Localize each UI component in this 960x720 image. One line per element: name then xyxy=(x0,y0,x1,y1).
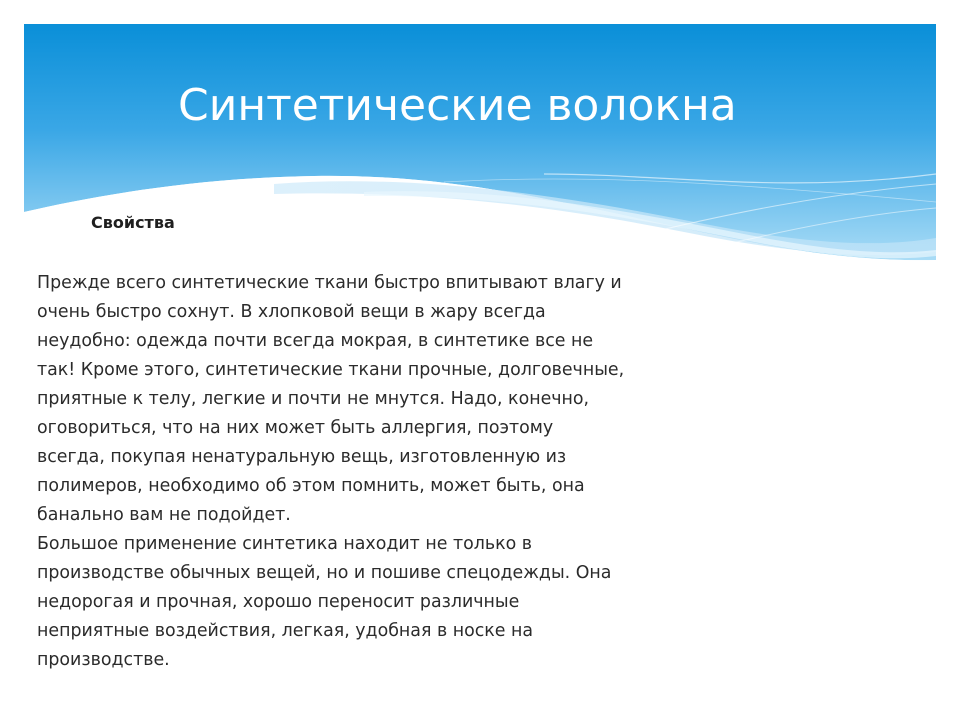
body-line: так! Кроме этого, синтетические ткани прочные, долговечные, xyxy=(37,360,625,380)
body-line: очень быстро сохнут. В хлопковой вещи в жару всегда xyxy=(37,302,546,322)
header-banner xyxy=(24,24,936,274)
slide-subtitle: Свойства xyxy=(91,213,175,232)
body-line: производстве. xyxy=(37,650,170,670)
body-line: Большое применение синтетика находит не только в xyxy=(37,534,532,554)
body-line: полимеров, необходимо об этом помнить, может быть, она xyxy=(37,476,585,496)
body-line: Прежде всего синтетические ткани быстро впитывают влагу и xyxy=(37,273,622,293)
body-line: неприятные воздействия, легкая, удобная в носке на xyxy=(37,621,534,641)
body-line: недорогая и прочная, хорошо переносит различные xyxy=(37,592,520,612)
body-line: банально вам не подойдет. xyxy=(37,505,291,525)
body-line: приятные к телу, легкие и почти не мнутся. Надо, конечно, xyxy=(37,389,590,409)
wave-graphic xyxy=(24,24,936,274)
body-line: всегда, покупая ненатуральную вещь, изготовленную из xyxy=(37,447,567,467)
body-line: оговориться, что на них может быть аллергия, поэтому xyxy=(37,418,554,438)
body-paragraph xyxy=(37,269,727,675)
body-line: неудобно: одежда почти всегда мокрая, в синтетике все не xyxy=(37,331,594,351)
slide-title: Синтетические волокна xyxy=(178,80,737,131)
body-line: производстве обычных вещей, но и пошиве спецодежды. Она xyxy=(37,563,612,583)
